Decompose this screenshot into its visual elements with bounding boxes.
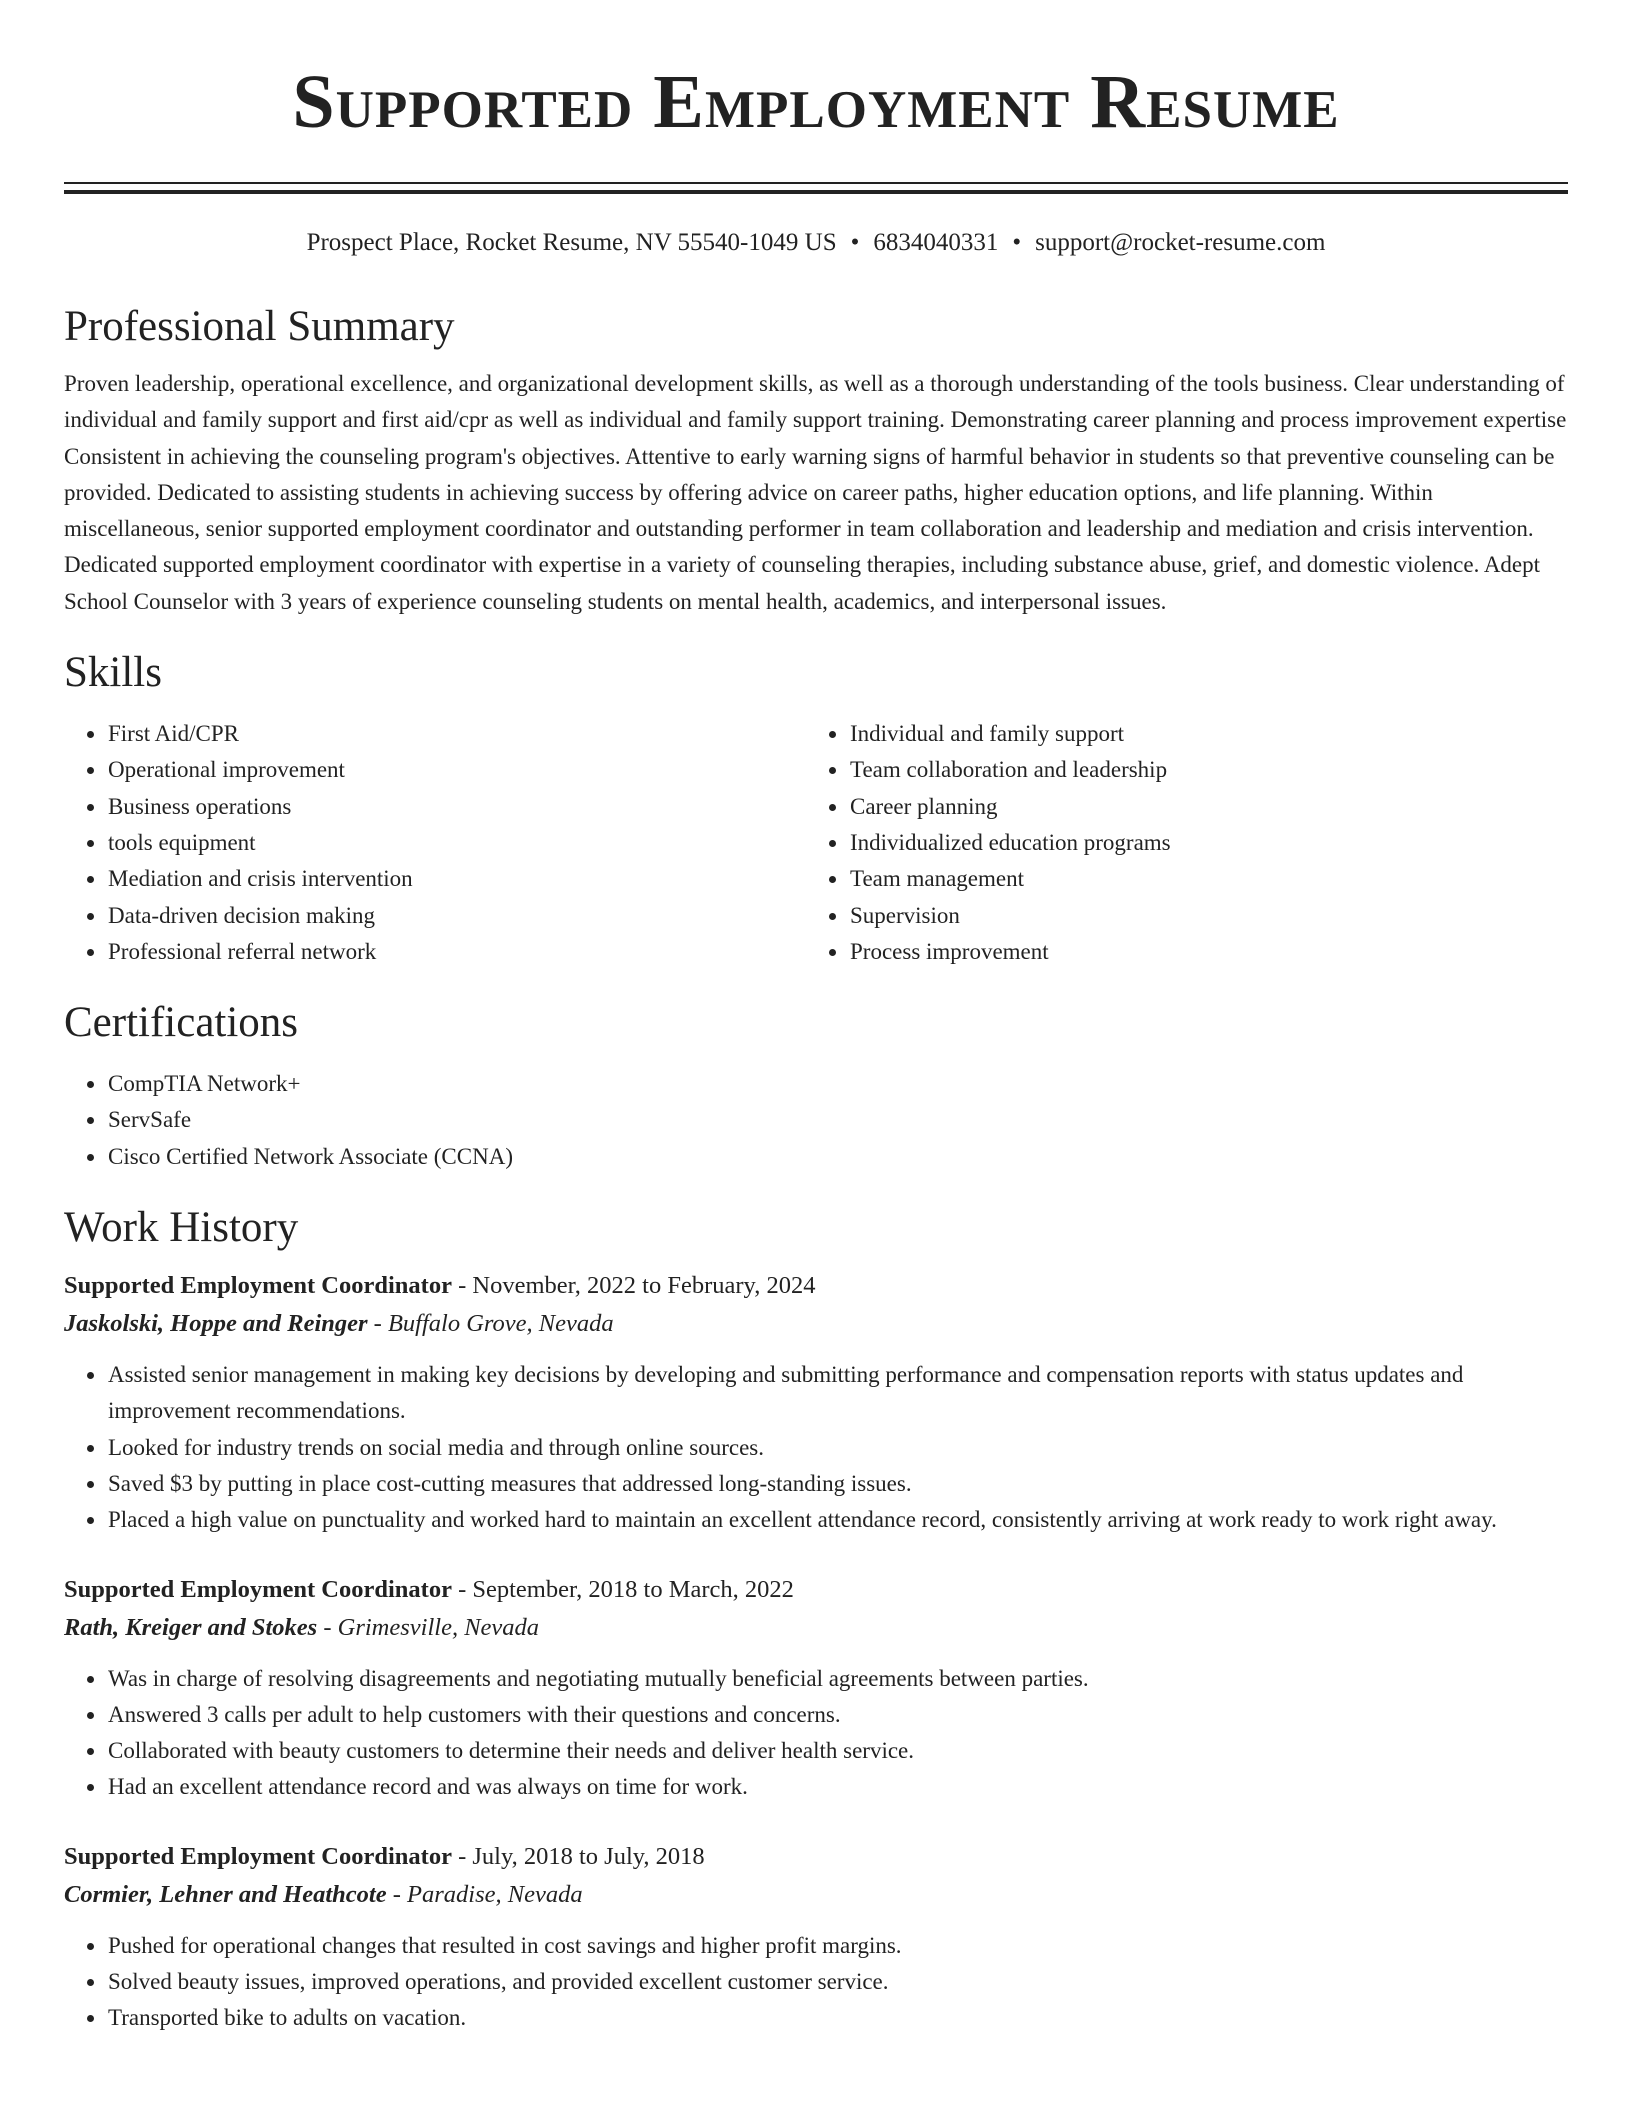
skill-item: • Business operations [107,789,806,825]
company-location: Grimesville, Nevada [337,1613,540,1641]
skill-item: • First Aid/CPR [107,716,806,752]
job-title-line [64,1838,1568,1876]
resume-title: Supported Employment Resume [292,60,1340,144]
dash-separator: - [451,1842,473,1870]
job-entry [64,1571,1568,1806]
job-dates: September, 2018 to March, 2022 [472,1575,794,1603]
job-title: Supported Employment Coordinator [64,1272,452,1300]
certifications-list [64,1066,1568,1175]
skills-heading: Skills [64,649,162,697]
skill-item: • Supervision [849,898,1548,934]
job-entry [64,1267,1568,1538]
company-name: Jaskolski, Hoppe and Reinger [64,1310,368,1338]
job-bullet: • Looked for industry trends on social media and through online sources. [107,1430,1568,1466]
skill-item: • Mediation and crisis intervention [107,861,806,897]
skills-list-left [64,716,806,970]
skill-item: • Individualized education programs [849,825,1548,861]
company-name: Cormier, Lehner and Heathcote [64,1880,387,1908]
dash-separator: - [367,1310,388,1338]
skill-item: • Data-driven decision making [107,898,806,934]
job-bullet: • Collaborated with beauty customers to determine their needs and deliver health service. [107,1733,1568,1769]
job-bullets [64,1661,1568,1806]
skill-item: • Career planning [849,789,1548,825]
company-location: Paradise, Nevada [407,1880,583,1908]
header-divider-thin [64,182,1568,184]
skills-column-right [806,716,1548,970]
summary-heading: Professional Summary [64,303,455,350]
skill-item: • Operational improvement [107,752,806,788]
company-line [64,1609,1568,1647]
job-bullet: • Placed a high value on punctuality and worked hard to maintain an excellent attendance record, consistently arriving at work ready to work right away. [107,1502,1568,1538]
skill-item: • Process improvement [849,934,1548,970]
job-title-line [64,1571,1568,1609]
contact-email[interactable]: support@rocket-resume.com [1035,229,1326,256]
header-divider-thick [64,190,1568,194]
work-history-heading: Work History [64,1204,299,1252]
skill-item: • Team collaboration and leadership [849,752,1548,788]
company-line [64,1876,1568,1914]
job-bullet: • Saved $3 by putting in place cost-cutting measures that addressed long-standing issues. [107,1466,1568,1502]
certification-item: • Cisco Certified Network Associate (CCNA) [107,1139,1568,1175]
skills-grid [64,716,1568,970]
contact-separator: • [850,229,860,256]
company-name: Rath, Kreiger and Stokes [64,1613,318,1641]
certification-item: • ServSafe [107,1102,1568,1138]
job-bullet: • Had an excellent attendance record and was always on time for work. [107,1769,1568,1805]
skills-list-right [806,716,1548,970]
job-bullet: • Was in charge of resolving disagreements and negotiating mutually beneficial agreements between parties. [107,1661,1568,1697]
job-dates: July, 2018 to July, 2018 [472,1842,705,1870]
dash-separator: - [317,1613,338,1641]
company-line [64,1305,1568,1343]
summary-text: Proven leadership, operational excellence, and organizational development skills, as well as a thorough understanding of the tools business. Clear understanding of individual and family support and first aid/cpr as well as individual and family support training. Demonstrating career planning and process improvement expertise Consistent in achieving the counseling program's objectives. Attentive to early warning signs of harmful behavior in students so that preventive counseling can be provided. Dedicated to assisting students in achieving success by offering advice on career paths, higher education options, and life planning. Within miscellaneous, senior supported employment coordinator and outstanding performer in team collaboration and leadership and mediation and crisis intervention. Dedicated supported employment coordinator with expertise in a variety of counseling therapies, including substance abuse, grief, and domestic violence. Adept School Counselor with 3 years of experience counseling students on mental health, academics, and interpersonal issues. [64,371,1567,614]
job-bullet: • Transported bike to adults on vacation. [107,2000,1568,2036]
job-bullets [64,1928,1568,2037]
job-dates: November, 2022 to February, 2024 [472,1272,816,1300]
contact-phone: 6834040331 [873,229,999,256]
job-bullet: • Answered 3 calls per adult to help customers with their questions and concerns. [107,1697,1568,1733]
company-location: Buffalo Grove, Nevada [387,1310,614,1338]
job-bullet: • Assisted senior management in making key decisions by developing and submitting performance and compensation reports with status updates and improvement recommendations. [107,1357,1568,1430]
contact-line [64,228,1568,258]
certification-item: • CompTIA Network+ [107,1066,1568,1102]
job-bullet: • Solved beauty issues, improved operations, and provided excellent customer service. [107,1964,1568,2000]
dash-separator: - [386,1880,408,1908]
skills-column-left [64,716,806,970]
dash-separator: - [451,1272,473,1300]
dash-separator: - [451,1575,473,1603]
contact-address: Prospect Place, Rocket Resume, NV 55540-1049 US [306,229,837,256]
job-bullets [64,1357,1568,1538]
contact-separator: • [1012,229,1022,256]
certifications-heading: Certifications [64,999,299,1047]
job-entry [64,1838,1568,2037]
job-title: Supported Employment Coordinator [64,1575,452,1603]
skill-item: • Team management [849,861,1548,897]
job-bullet: • Pushed for operational changes that resulted in cost savings and higher profit margins. [107,1928,1568,1964]
job-title: Supported Employment Coordinator [64,1842,452,1870]
skill-item: • Individual and family support [849,716,1548,752]
skill-item: • tools equipment [107,825,806,861]
job-title-line [64,1267,1568,1305]
skill-item: • Professional referral network [107,934,806,970]
